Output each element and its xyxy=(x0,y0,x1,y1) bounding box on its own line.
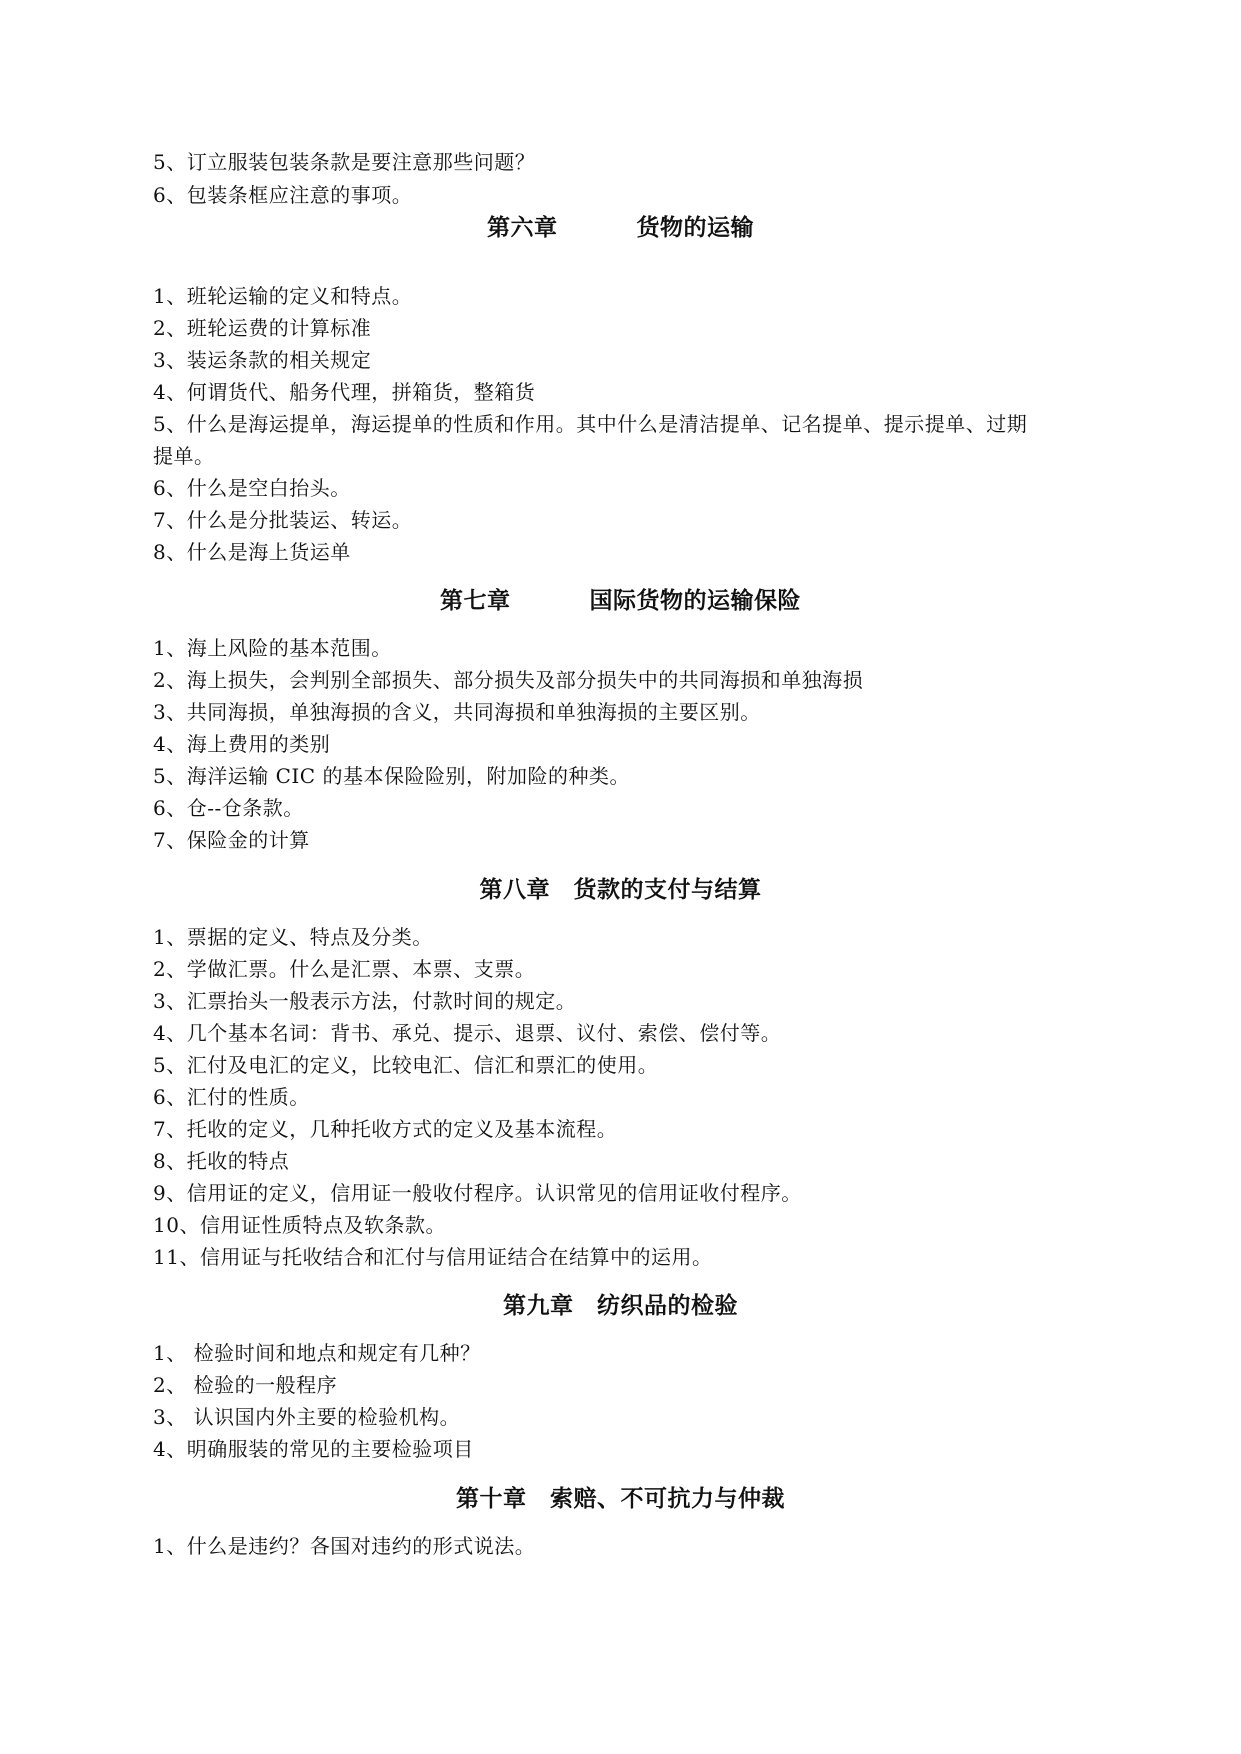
list-item: 1、什么是违约？各国对违约的形式说法。 xyxy=(153,1534,536,1558)
list-item: 4、几个基本名词：背书、承兑、提示、退票、议付、索偿、偿付等。 xyxy=(153,1021,782,1045)
list-item: 6、仓--仓条款。 xyxy=(153,796,304,820)
list-item: 8、托收的特点 xyxy=(153,1149,290,1173)
list-item: 2、海上损失，会判别全部损失、部分损失及部分损失中的共同海损和单独海损 xyxy=(153,668,864,692)
list-item: 1、票据的定义、特点及分类。 xyxy=(153,925,433,949)
list-item: 9、信用证的定义，信用证一般收付程序。认识常见的信用证收付程序。 xyxy=(153,1181,802,1205)
list-item: 6、包装条框应注意的事项。 xyxy=(153,183,413,207)
list-item: 1、海上风险的基本范围。 xyxy=(153,636,392,660)
list-item: 5、海洋运输 CIC 的基本保险险别，附加险的种类。 xyxy=(153,764,630,788)
list-item: 6、汇付的性质。 xyxy=(153,1085,310,1109)
list-item: 1、班轮运输的定义和特点。 xyxy=(153,284,413,308)
list-item: 3、 认识国内外主要的检验机构。 xyxy=(153,1405,461,1429)
list-item: 11、信用证与托收结合和汇付与信用证结合在结算中的运用。 xyxy=(153,1245,713,1269)
list-item: 2、 检验的一般程序 xyxy=(153,1373,338,1397)
list-item: 4、海上费用的类别 xyxy=(153,732,331,756)
list-item: 提单。 xyxy=(153,444,215,468)
chapter-8-heading: 第八章 货款的支付与结算 xyxy=(479,876,762,903)
list-item: 7、保险金的计算 xyxy=(153,828,310,852)
list-item: 3、装运条款的相关规定 xyxy=(153,348,372,372)
chapter-9-heading: 第九章 纺织品的检验 xyxy=(503,1292,738,1319)
list-item: 7、什么是分批装运、转运。 xyxy=(153,508,413,532)
list-item: 8、什么是海上货运单 xyxy=(153,540,351,564)
list-item: 6、什么是空白抬头。 xyxy=(153,476,351,500)
list-item: 4、明确服装的常见的主要检验项目 xyxy=(153,1437,474,1461)
chapter-7-heading: 第七章 国际货物的运输保险 xyxy=(439,587,801,614)
list-item: 1、 检验时间和地点和规定有几种？ xyxy=(153,1341,481,1365)
list-item: 5、汇付及电汇的定义，比较电汇、信汇和票汇的使用。 xyxy=(153,1053,659,1077)
list-item: 3、汇票抬头一般表示方法，付款时间的规定。 xyxy=(153,989,577,1013)
list-item: 5、什么是海运提单，海运提单的性质和作用。其中什么是清洁提单、记名提单、提示提单、过期 xyxy=(153,412,1028,436)
chapter-10-heading: 第十章 索赔、不可抗力与仲裁 xyxy=(456,1485,785,1512)
list-item: 7、托收的定义，几种托收方式的定义及基本流程。 xyxy=(153,1117,618,1141)
list-item: 2、班轮运费的计算标准 xyxy=(153,316,372,340)
list-item: 10、信用证性质特点及软条款。 xyxy=(153,1213,446,1237)
list-item: 4、何谓货代、船务代理，拼箱货，整箱货 xyxy=(153,380,536,404)
list-item: 2、学做汇票。什么是汇票、本票、支票。 xyxy=(153,957,536,981)
list-item: 3、共同海损，单独海损的含义，共同海损和单独海损的主要区别。 xyxy=(153,700,761,724)
list-item: 5、订立服装包装条款是要注意那些问题？ xyxy=(153,150,536,174)
chapter-6-heading: 第六章 货物的运输 xyxy=(486,214,754,241)
